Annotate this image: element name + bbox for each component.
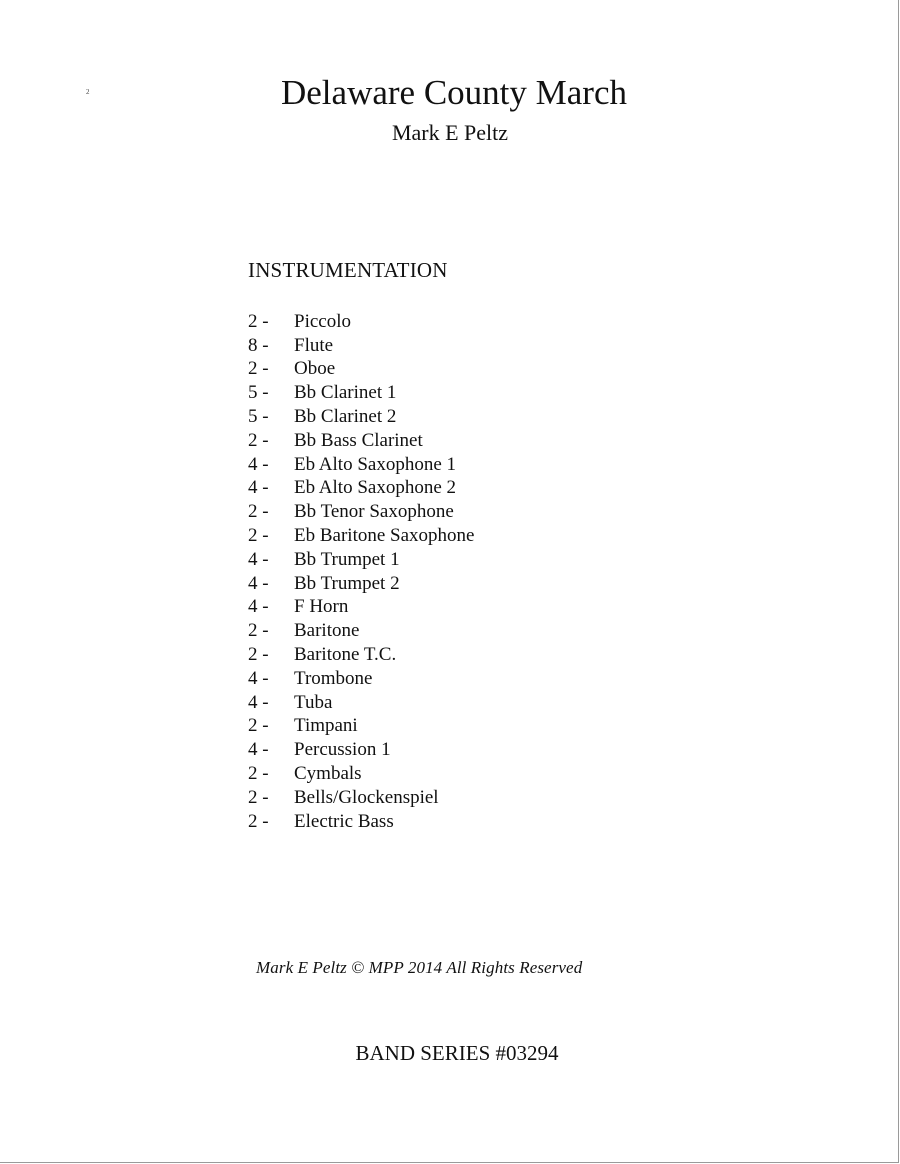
instrument-name: Timpani <box>294 715 358 737</box>
instrument-name: Trombone <box>294 667 373 689</box>
instrument-row <box>248 500 474 524</box>
instrument-count: 2 - <box>248 763 269 785</box>
band-series-number: BAND SERIES #03294 <box>355 1041 559 1065</box>
instrument-name: Bb Clarinet 2 <box>294 406 397 428</box>
instrument-count: 2 - <box>248 310 269 332</box>
instrument-row <box>248 381 474 405</box>
instrument-row <box>248 548 474 572</box>
instrument-count: 8 - <box>248 334 269 356</box>
instrument-count: 2 - <box>248 525 269 547</box>
instrument-count: 2 - <box>248 810 269 832</box>
instrument-count: 5 - <box>248 382 269 404</box>
instrument-row <box>248 810 474 834</box>
instrument-name: Oboe <box>294 358 336 380</box>
instrument-row <box>248 334 474 358</box>
instrument-row <box>248 453 474 477</box>
instrument-name: Piccolo <box>294 310 351 332</box>
instrument-name: Cymbals <box>294 763 362 785</box>
instrument-row <box>248 738 474 762</box>
instrument-row <box>248 572 474 596</box>
instrument-count: 4 - <box>248 691 269 713</box>
page-number: 2 <box>86 88 90 96</box>
instrumentation-list <box>248 310 474 834</box>
instrument-row <box>248 477 474 501</box>
instrument-row <box>248 715 474 739</box>
instrument-count: 5 - <box>248 406 269 428</box>
instrument-name: Eb Baritone Saxophone <box>294 525 475 547</box>
instrument-row <box>248 524 474 548</box>
instrument-row <box>248 643 474 667</box>
instrument-name: Bells/Glockenspiel <box>294 786 439 808</box>
composer-name: Mark E Peltz <box>391 120 509 145</box>
instrument-name: Percussion 1 <box>294 739 391 761</box>
instrument-row <box>248 405 474 429</box>
instrument-name: Tuba <box>294 691 333 713</box>
instrument-row <box>248 691 474 715</box>
instrument-count: 4 - <box>248 572 269 594</box>
instrument-count: 2 - <box>248 501 269 523</box>
instrument-name: Baritone <box>294 620 360 642</box>
instrument-name: Bb Bass Clarinet <box>294 429 423 451</box>
instrument-name: Bb Trumpet 1 <box>294 548 400 570</box>
instrument-count: 4 - <box>248 548 269 570</box>
instrument-count: 2 - <box>248 644 269 666</box>
instrument-row <box>248 762 474 786</box>
instrument-count: 4 - <box>248 739 269 761</box>
instrument-name: Eb Alto Saxophone 1 <box>294 453 457 475</box>
instrument-row <box>248 358 474 382</box>
instrument-name: Flute <box>294 334 334 356</box>
instrument-name: Bb Trumpet 2 <box>294 572 400 594</box>
instrument-name: Bb Clarinet 1 <box>294 382 397 404</box>
instrument-row <box>248 619 474 643</box>
instrument-count: 4 - <box>248 477 269 499</box>
instrument-count: 2 - <box>248 358 269 380</box>
instrument-name: F Horn <box>294 596 349 618</box>
copyright-notice: Mark E Peltz © MPP 2014 All Rights Reserved <box>256 958 583 977</box>
instrument-count: 2 - <box>248 715 269 737</box>
instrument-count: 2 - <box>248 429 269 451</box>
instrument-count: 4 - <box>248 667 269 689</box>
instrument-name: Electric Bass <box>294 810 394 832</box>
instrument-name: Bb Tenor Saxophone <box>294 501 454 523</box>
instrument-row <box>248 596 474 620</box>
instrument-row <box>248 786 474 810</box>
instrument-count: 4 - <box>248 453 269 475</box>
instrument-name: Eb Alto Saxophone 2 <box>294 477 457 499</box>
instrument-name: Baritone T.C. <box>294 644 397 666</box>
instrument-row <box>248 667 474 691</box>
document-title: Delaware County March <box>281 73 627 112</box>
instrument-count: 4 - <box>248 596 269 618</box>
instrument-count: 2 - <box>248 620 269 642</box>
instrument-row <box>248 310 474 334</box>
instrument-count: 2 - <box>248 786 269 808</box>
instrumentation-heading: INSTRUMENTATION <box>248 258 448 282</box>
instrument-row <box>248 429 474 453</box>
